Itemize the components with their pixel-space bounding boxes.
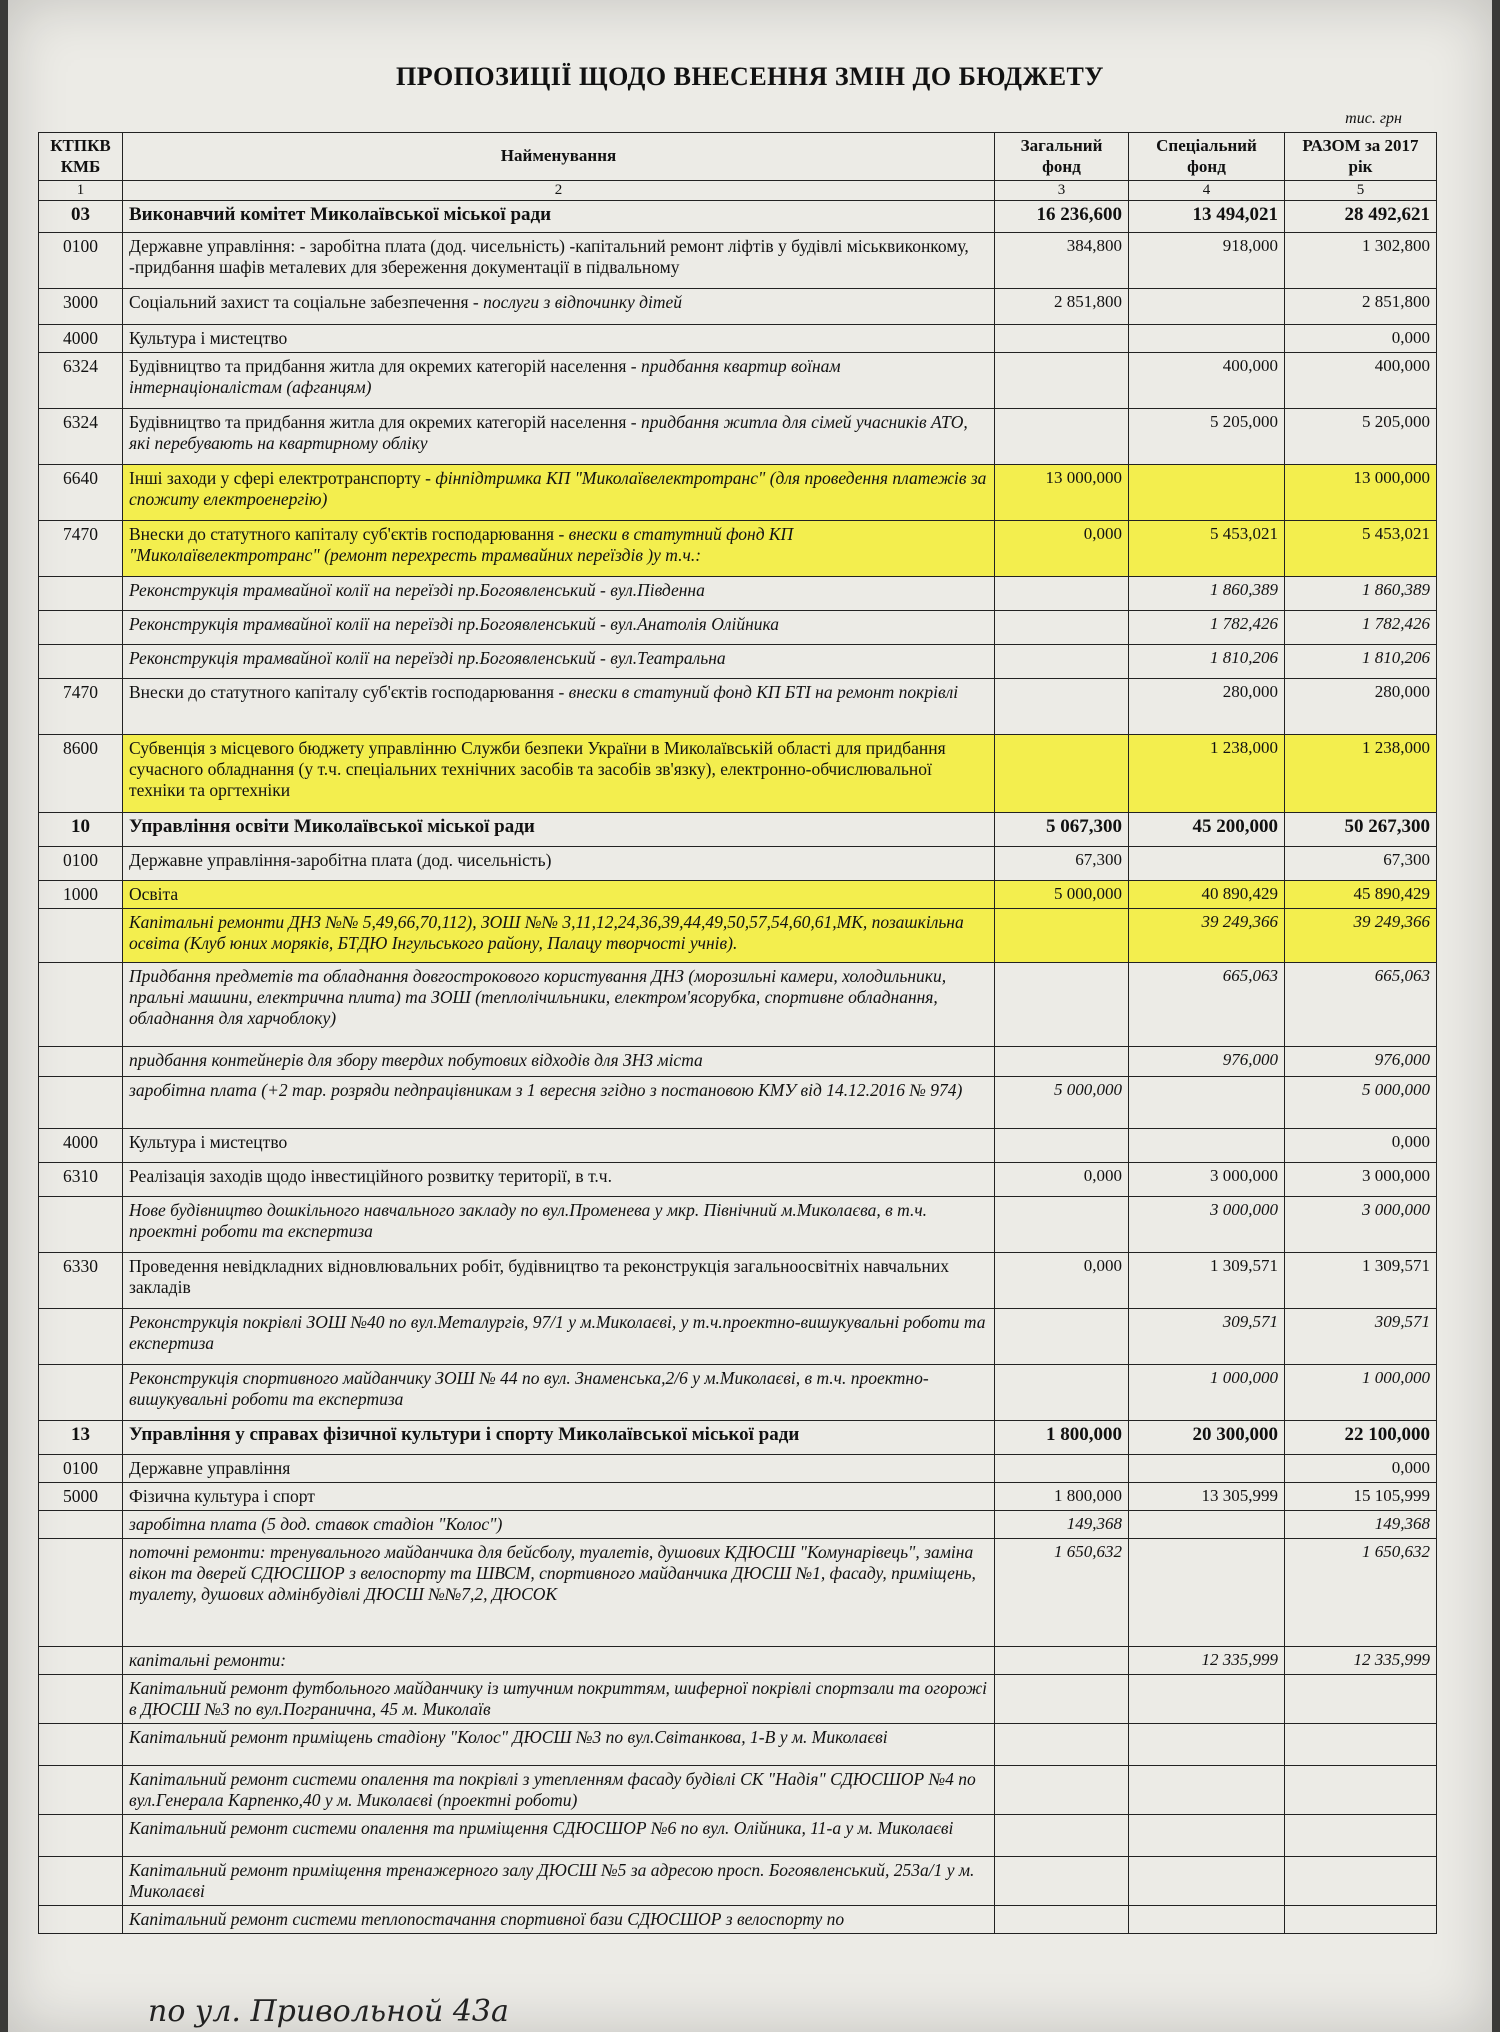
cell-total: 0,000	[1285, 1455, 1437, 1483]
cell-name	[123, 289, 995, 325]
cell-name	[123, 1163, 995, 1197]
table-row	[39, 1163, 1437, 1197]
cell-name-text: Державне управління	[129, 1458, 291, 1478]
cell-total: 12 335,999	[1285, 1647, 1437, 1675]
section-row	[39, 813, 1437, 847]
unit-label: тис. грн	[1345, 110, 1402, 127]
table-row	[39, 1197, 1437, 1253]
cell-general: 5 067,300	[995, 813, 1129, 847]
cell-name	[123, 1129, 995, 1163]
cell-name-detail: Капітальний ремонт системи опалення та покрівлі з утепленням фасаду будівлі СК "Надія" СДЮСШОР №4 по вул.Генерала Карпенко,40 у м. Миколаєві (проектні роботи)	[129, 1769, 976, 1810]
cell-name	[123, 847, 995, 881]
cell-total: 67,300	[1285, 847, 1437, 881]
cell-special	[1129, 1724, 1285, 1766]
cell-general	[995, 409, 1129, 465]
cell-code	[39, 645, 123, 679]
cell-code: 0100	[39, 233, 123, 289]
cell-name	[123, 577, 995, 611]
table-row	[39, 1309, 1437, 1365]
cell-name	[123, 465, 995, 521]
cell-code	[39, 1077, 123, 1129]
cell-special	[1129, 1906, 1285, 1934]
cell-total: 400,000	[1285, 353, 1437, 409]
cell-general	[995, 1766, 1129, 1815]
cell-special	[1129, 325, 1285, 353]
cell-name	[123, 1047, 995, 1077]
cell-name	[123, 1455, 995, 1483]
cell-name	[123, 1724, 995, 1766]
section-row	[39, 201, 1437, 233]
cell-name	[123, 353, 995, 409]
cell-code: 4000	[39, 1129, 123, 1163]
handwritten-note: по ул. Привольной 43а	[148, 1994, 509, 2029]
cell-name-detail: Придбання предметів та обладнання довгострокового користування ДНЗ (морозильні камери, холодильники, пральні машини, електрична плита) та ЗОШ (теплолічильники, електром'ясорубка, спортивне обладнання, обладнання для харчоблоку)	[129, 966, 947, 1028]
cell-name	[123, 1766, 995, 1815]
cell-total: 1 650,632	[1285, 1539, 1437, 1647]
cell-code	[39, 1365, 123, 1421]
cell-total: 149,368	[1285, 1511, 1437, 1539]
cell-name	[123, 1539, 995, 1647]
cell-code	[39, 1857, 123, 1906]
cell-name	[123, 1077, 995, 1129]
cell-name-text: Будівництво та придбання житла для окремих категорій населення -	[129, 412, 642, 432]
cell-name-text: Проведення невідкладних відновлювальних робіт, будівництво та реконструкція загальноосвітніх навчальних закладів	[129, 1256, 949, 1297]
cell-name-detail: Капітальні ремонти ДНЗ №№ 5,49,66,70,112), ЗОШ №№ 3,11,12,24,36,39,44,49,50,57,54,60,61,МК, позашкільна освіта (Клуб юних моряків, БТДЮ Інгульського району, Палацу творчості учнів).	[129, 912, 964, 953]
table-row	[39, 577, 1437, 611]
cell-name	[123, 881, 995, 909]
cell-general: 5 000,000	[995, 1077, 1129, 1129]
table-row	[39, 1511, 1437, 1539]
cell-special: 45 200,000	[1129, 813, 1285, 847]
cell-name	[123, 1815, 995, 1857]
cell-code: 0100	[39, 1455, 123, 1483]
cell-special	[1129, 1766, 1285, 1815]
cell-total	[1285, 1675, 1437, 1724]
cell-general: 1 800,000	[995, 1483, 1129, 1511]
cell-general: 1 800,000	[995, 1421, 1129, 1455]
cell-special	[1129, 1675, 1285, 1724]
table-row	[39, 233, 1437, 289]
cell-special: 280,000	[1129, 679, 1285, 735]
cell-special: 665,063	[1129, 963, 1285, 1047]
table-row	[39, 1815, 1437, 1857]
cell-code	[39, 1309, 123, 1365]
cell-code	[39, 1539, 123, 1647]
cell-total: 50 267,300	[1285, 813, 1437, 847]
table-row	[39, 909, 1437, 963]
table-row	[39, 1047, 1437, 1077]
cell-name-detail: Капітальний ремонт приміщення тренажерного залу ДЮСШ №5 за адресою просп. Богоявленський, 253а/1 у м. Миколаєві	[129, 1860, 975, 1901]
cell-total: 3 000,000	[1285, 1197, 1437, 1253]
cell-total	[1285, 1766, 1437, 1815]
table-row	[39, 325, 1437, 353]
cell-code	[39, 1724, 123, 1766]
cell-name-detail: Реконструкція трамвайної колії на переїзді пр.Богоявленський - вул.Анатолія Олійника	[129, 614, 780, 634]
cell-total: 3 000,000	[1285, 1163, 1437, 1197]
col-number: 3	[995, 181, 1129, 201]
cell-name-text: Освіта	[129, 884, 179, 904]
cell-name	[123, 963, 995, 1047]
table-row	[39, 847, 1437, 881]
cell-name-detail: придбання житла для сімей учасників АТО, які перебувають на квартирному обліку	[129, 412, 968, 453]
cell-name	[123, 645, 995, 679]
table-row	[39, 465, 1437, 521]
cell-special: 5 205,000	[1129, 409, 1285, 465]
cell-name-text: Виконавчий комітет Миколаївської міської ради	[129, 204, 552, 225]
cell-name-text: Культура і мистецтво	[129, 328, 288, 348]
cell-general: 0,000	[995, 1163, 1129, 1197]
cell-total: 1 860,389	[1285, 577, 1437, 611]
cell-name-detail: придбання контейнерів для збору твердих побутових відходів для ЗНЗ міста	[129, 1050, 703, 1070]
cell-name	[123, 1253, 995, 1309]
cell-total: 5 000,000	[1285, 1077, 1437, 1129]
table-row	[39, 289, 1437, 325]
col-number: 5	[1285, 181, 1437, 201]
header-code: КТПКВ КМБ	[39, 133, 123, 181]
cell-name	[123, 1511, 995, 1539]
table-row	[39, 1724, 1437, 1766]
cell-code: 8600	[39, 735, 123, 813]
cell-name	[123, 521, 995, 577]
header-special: Спеціальний фонд	[1129, 133, 1285, 181]
cell-total: 39 249,366	[1285, 909, 1437, 963]
cell-name-text: Будівництво та придбання житла для окремих категорій населення -	[129, 356, 642, 376]
table-row	[39, 1906, 1437, 1934]
document-title: ПРОПОЗИЦІЇ ЩОДО ВНЕСЕННЯ ЗМІН ДО БЮДЖЕТУ	[396, 62, 1104, 91]
cell-code: 03	[39, 201, 123, 233]
cell-special: 1 860,389	[1129, 577, 1285, 611]
table-row	[39, 1077, 1437, 1129]
cell-total: 280,000	[1285, 679, 1437, 735]
cell-name	[123, 1483, 995, 1511]
table-row	[39, 1483, 1437, 1511]
cell-name-text: Внески до статутного капіталу суб'єктів господарювання -	[129, 682, 569, 702]
cell-name	[123, 813, 995, 847]
cell-special: 1 000,000	[1129, 1365, 1285, 1421]
table-row	[39, 735, 1437, 813]
cell-code	[39, 1511, 123, 1539]
cell-name-detail: Реконструкція трамвайної колії на переїзді пр.Богоявленський - вул.Південна	[129, 580, 705, 600]
cell-code	[39, 611, 123, 645]
cell-special	[1129, 289, 1285, 325]
cell-code: 6324	[39, 353, 123, 409]
table-row	[39, 409, 1437, 465]
cell-name-text: Державне управління: - заробітна плата (дод. чисельність) -капітальний ремонт ліфтів у будівлі міськвиконкому, -придбання шафів металевих для збереження документації в підвальному	[129, 236, 969, 277]
cell-general	[995, 353, 1129, 409]
cell-special: 40 890,429	[1129, 881, 1285, 909]
cell-general: 67,300	[995, 847, 1129, 881]
cell-general: 1 650,632	[995, 1539, 1129, 1647]
cell-special: 13 305,999	[1129, 1483, 1285, 1511]
cell-name-text: Соціальний захист та соціальне забезпечення -	[129, 292, 484, 312]
table-row	[39, 1455, 1437, 1483]
cell-total: 1 810,206	[1285, 645, 1437, 679]
cell-special: 400,000	[1129, 353, 1285, 409]
cell-total: 976,000	[1285, 1047, 1437, 1077]
cell-general	[995, 1815, 1129, 1857]
table-row	[39, 353, 1437, 409]
cell-code: 6330	[39, 1253, 123, 1309]
cell-total	[1285, 1724, 1437, 1766]
cell-total: 665,063	[1285, 963, 1437, 1047]
cell-code: 5000	[39, 1483, 123, 1511]
cell-name-detail: Капітальний ремонт футбольного майданчику із штучним покриттям, шиферної покрівлі спортзали та огорожі в ДЮСШ №3 по вул.Погранична, 45 м. Миколаїв	[129, 1678, 988, 1719]
cell-special	[1129, 1129, 1285, 1163]
cell-code: 3000	[39, 289, 123, 325]
cell-name	[123, 909, 995, 963]
cell-name-detail: заробітна плата (+2 тар. розряди педпрацівникам з 1 вересня згідно з постановою КМУ від 14.12.2016 № 974)	[129, 1080, 963, 1100]
cell-code: 7470	[39, 679, 123, 735]
cell-name-text: Управління освіти Миколаївської міської ради	[129, 816, 535, 837]
cell-name	[123, 201, 995, 233]
table-row	[39, 881, 1437, 909]
cell-general	[995, 1197, 1129, 1253]
cell-special	[1129, 1511, 1285, 1539]
table-row	[39, 1857, 1437, 1906]
cell-name-text: Інші заходи у сфері електротранспорту -	[129, 468, 436, 488]
document-sheet	[8, 0, 1492, 2032]
cell-total	[1285, 1815, 1437, 1857]
table-row	[39, 645, 1437, 679]
cell-special	[1129, 465, 1285, 521]
cell-special: 918,000	[1129, 233, 1285, 289]
cell-name-text: Державне управління-заробітна плата (дод. чисельність)	[129, 850, 552, 870]
table-row	[39, 679, 1437, 735]
column-number-row	[39, 181, 1437, 201]
cell-general	[995, 611, 1129, 645]
cell-total: 5 453,021	[1285, 521, 1437, 577]
cell-name-detail: Капітальний ремонт системи теплопостачання спортивної бази СДЮСШОР з велоспорту по	[129, 1909, 845, 1929]
cell-general: 0,000	[995, 1253, 1129, 1309]
table-row	[39, 611, 1437, 645]
cell-name	[123, 1197, 995, 1253]
cell-total: 1 309,571	[1285, 1253, 1437, 1309]
cell-name-detail: капітальні ремонти:	[129, 1650, 287, 1670]
cell-code	[39, 577, 123, 611]
cell-general	[995, 1675, 1129, 1724]
cell-code	[39, 909, 123, 963]
cell-special: 39 249,366	[1129, 909, 1285, 963]
cell-name	[123, 1906, 995, 1934]
cell-special: 13 494,021	[1129, 201, 1285, 233]
cell-general	[995, 577, 1129, 611]
header-name: Найменування	[123, 133, 995, 181]
cell-general	[995, 1365, 1129, 1421]
cell-special: 12 335,999	[1129, 1647, 1285, 1675]
cell-total: 45 890,429	[1285, 881, 1437, 909]
cell-special	[1129, 1857, 1285, 1906]
cell-code: 13	[39, 1421, 123, 1455]
cell-name	[123, 1309, 995, 1365]
cell-code	[39, 1047, 123, 1077]
cell-name-detail: Капітальний ремонт системи опалення та приміщення СДЮСШОР №6 по вул. Олійника, 11-а у м. Миколаєві	[129, 1818, 954, 1838]
cell-name	[123, 679, 995, 735]
table-row	[39, 1647, 1437, 1675]
cell-name-detail: придбання квартир воїнам інтернаціоналістам (афганцям)	[129, 356, 841, 397]
table-row	[39, 521, 1437, 577]
table-row	[39, 1253, 1437, 1309]
cell-name	[123, 325, 995, 353]
cell-special: 1 309,571	[1129, 1253, 1285, 1309]
cell-name-detail: поточні ремонти: тренувального майданчика для бейсболу, туалетів, душових КДЮСШ "Комунарівець", заміна вікон та дверей СДЮСШОР з велоспорту та ШВСМ, спортивного майданчика ДЮСШ №1, фасаду, приміщень, туалету, душових адмінбудівлі ДЮСШ №№7,2, ДЮСОК	[129, 1542, 976, 1604]
cell-general: 16 236,600	[995, 201, 1129, 233]
table-row	[39, 1365, 1437, 1421]
cell-general	[995, 645, 1129, 679]
cell-total: 1 782,426	[1285, 611, 1437, 645]
cell-general	[995, 1724, 1129, 1766]
col-number: 2	[123, 181, 995, 201]
cell-code	[39, 1815, 123, 1857]
table-row	[39, 1675, 1437, 1724]
cell-total: 1 000,000	[1285, 1365, 1437, 1421]
cell-name-text: Внески до статутного капіталу суб'єктів господарювання -	[129, 524, 569, 544]
cell-special	[1129, 1815, 1285, 1857]
cell-code: 0100	[39, 847, 123, 881]
cell-special: 3 000,000	[1129, 1163, 1285, 1197]
cell-name-text: Управління у справах фізичної культури і спорту Миколаївської міської ради	[129, 1424, 800, 1445]
cell-name-text: Фізична культура і спорт	[129, 1486, 315, 1506]
cell-name-text: Культура і мистецтво	[129, 1132, 288, 1152]
cell-code: 4000	[39, 325, 123, 353]
cell-general	[995, 1047, 1129, 1077]
cell-general	[995, 909, 1129, 963]
cell-special: 976,000	[1129, 1047, 1285, 1077]
cell-total: 5 205,000	[1285, 409, 1437, 465]
cell-special: 1 782,426	[1129, 611, 1285, 645]
cell-name	[123, 1647, 995, 1675]
cell-total: 0,000	[1285, 325, 1437, 353]
cell-name-text: Субвенція з місцевого бюджету управлінню Служби безпеки України в Миколаївській області для придбання сучасного обладнання (у т.ч. спеціальних технічних засобів та засобів зв'язку), електронно-обчислювальної техніки та оргтехніки	[129, 738, 946, 800]
budget-table	[38, 132, 1437, 1934]
cell-special: 1 238,000	[1129, 735, 1285, 813]
cell-name-detail: внески в статутний фонд КП "Миколаївелектротранс" (ремонт перехресть трамвайних переїздів )у т.ч.:	[129, 524, 794, 565]
col-number: 4	[1129, 181, 1285, 201]
cell-total: 13 000,000	[1285, 465, 1437, 521]
cell-code	[39, 1675, 123, 1724]
cell-general: 13 000,000	[995, 465, 1129, 521]
cell-code	[39, 1647, 123, 1675]
cell-name-detail: Нове будівництво дошкільного навчального закладу по вул.Променева у мкр. Північний м.Миколаєва, в т.ч. проектні роботи та експертиза	[129, 1200, 928, 1241]
table-row	[39, 1539, 1437, 1647]
table-row	[39, 1129, 1437, 1163]
cell-name-detail: заробітна плата (5 дод. ставок стадіон "Колос")	[129, 1514, 503, 1534]
cell-name	[123, 735, 995, 813]
cell-name-detail: внески в статуний фонд КП БТІ на ремонт покрівлі	[568, 682, 959, 702]
cell-name-detail: Реконструкція трамвайної колії на переїзді пр.Богоявленський - вул.Театральна	[129, 648, 726, 668]
cell-special	[1129, 1539, 1285, 1647]
cell-total: 28 492,621	[1285, 201, 1437, 233]
cell-general	[995, 1857, 1129, 1906]
cell-name	[123, 1675, 995, 1724]
cell-special: 20 300,000	[1129, 1421, 1285, 1455]
cell-special: 309,571	[1129, 1309, 1285, 1365]
table-row	[39, 963, 1437, 1047]
cell-general: 149,368	[995, 1511, 1129, 1539]
cell-special: 3 000,000	[1129, 1197, 1285, 1253]
cell-general	[995, 325, 1129, 353]
cell-code	[39, 1906, 123, 1934]
cell-total: 15 105,999	[1285, 1483, 1437, 1511]
cell-total	[1285, 1906, 1437, 1934]
cell-name	[123, 1365, 995, 1421]
cell-general	[995, 1309, 1129, 1365]
cell-name-text: Реалізація заходів щодо інвестиційного розвитку території, в т.ч.	[129, 1166, 612, 1186]
cell-name-detail: Реконструкція спортивного майданчику ЗОШ № 44 по вул. Знаменська,2/6 у м.Миколаєві, в т.ч. проектно-вишукувальні роботи та експертиза	[129, 1368, 929, 1409]
cell-name	[123, 409, 995, 465]
cell-name-detail: послуги з відпочинку дітей	[483, 292, 683, 312]
cell-total: 1 238,000	[1285, 735, 1437, 813]
cell-name	[123, 611, 995, 645]
cell-general	[995, 1455, 1129, 1483]
cell-name	[123, 1421, 995, 1455]
cell-name	[123, 233, 995, 289]
cell-name	[123, 1857, 995, 1906]
cell-total	[1285, 1857, 1437, 1906]
header-total: РАЗОМ за 2017 рік	[1285, 133, 1437, 181]
cell-total: 22 100,000	[1285, 1421, 1437, 1455]
table-row	[39, 1766, 1437, 1815]
cell-general: 5 000,000	[995, 881, 1129, 909]
cell-total: 2 851,800	[1285, 289, 1437, 325]
section-row	[39, 1421, 1437, 1455]
cell-code: 1000	[39, 881, 123, 909]
cell-general	[995, 735, 1129, 813]
cell-name-detail: Реконструкція покрівлі ЗОШ №40 по вул.Металургів, 97/1 у м.Миколаєві, у т.ч.проектно-вишукувальні роботи та експертиза	[129, 1312, 986, 1353]
cell-total: 309,571	[1285, 1309, 1437, 1365]
cell-special	[1129, 847, 1285, 881]
cell-code: 6310	[39, 1163, 123, 1197]
cell-general	[995, 963, 1129, 1047]
cell-general	[995, 1906, 1129, 1934]
cell-code	[39, 1197, 123, 1253]
cell-code: 10	[39, 813, 123, 847]
col-number: 1	[39, 181, 123, 201]
cell-special: 5 453,021	[1129, 521, 1285, 577]
cell-special	[1129, 1455, 1285, 1483]
cell-name-detail: Капітальний ремонт приміщень стадіону "Колос" ДЮСШ №3 по вул.Світанкова, 1-В у м. Миколаєві	[129, 1727, 888, 1747]
cell-general: 384,800	[995, 233, 1129, 289]
cell-total: 0,000	[1285, 1129, 1437, 1163]
header-general: Загальний фонд	[995, 133, 1129, 181]
cell-code: 7470	[39, 521, 123, 577]
cell-special: 1 810,206	[1129, 645, 1285, 679]
cell-code	[39, 963, 123, 1047]
cell-total: 1 302,800	[1285, 233, 1437, 289]
cell-general	[995, 679, 1129, 735]
cell-special	[1129, 1077, 1285, 1129]
table-header-row	[39, 133, 1437, 181]
cell-code	[39, 1766, 123, 1815]
cell-name-detail: фінпідтримка КП "Миколаївелектротранс" (для проведення платежів за спожиту електроенергію)	[129, 468, 987, 509]
cell-general: 0,000	[995, 521, 1129, 577]
cell-general	[995, 1129, 1129, 1163]
cell-general: 2 851,800	[995, 289, 1129, 325]
cell-code: 6640	[39, 465, 123, 521]
cell-code: 6324	[39, 409, 123, 465]
cell-general	[995, 1647, 1129, 1675]
